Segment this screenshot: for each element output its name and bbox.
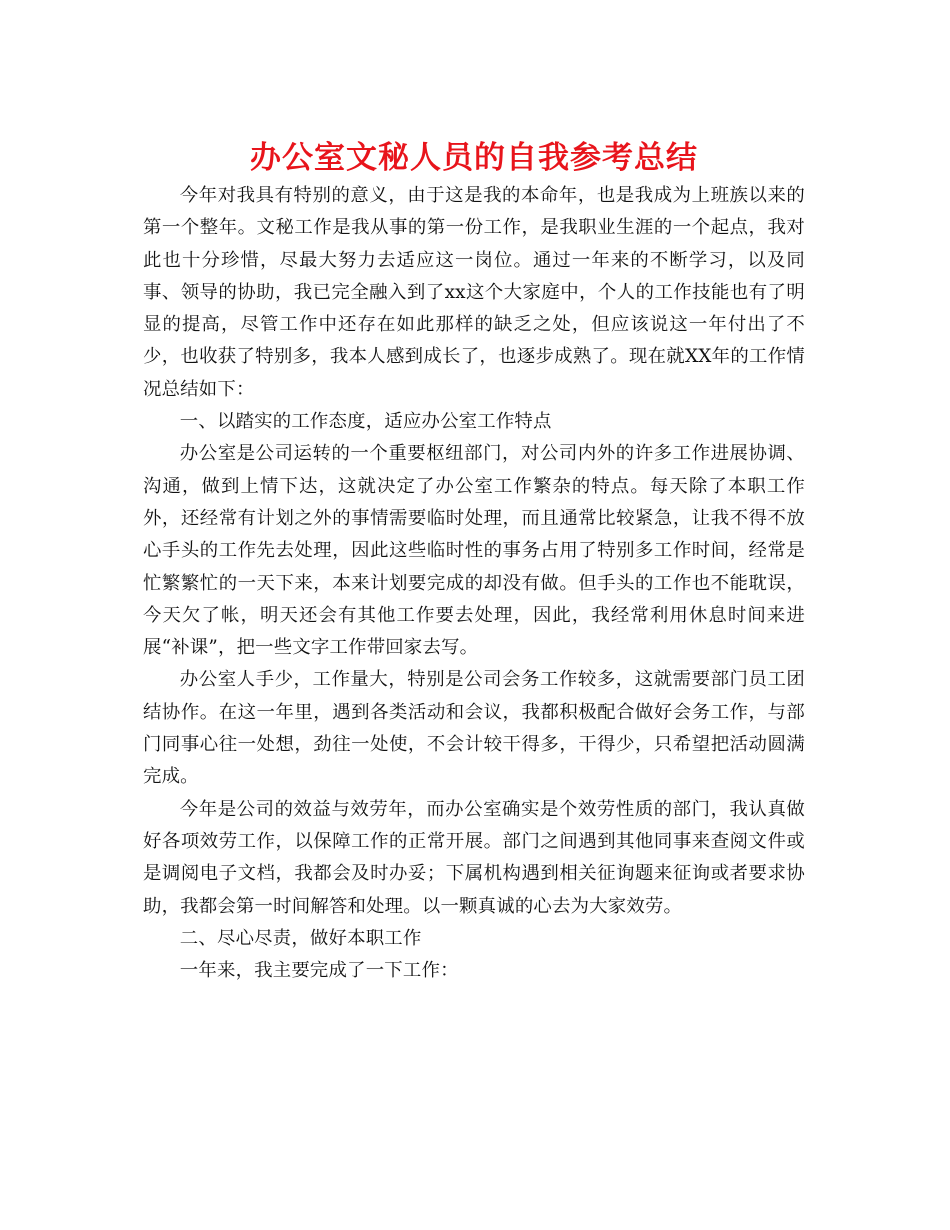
document-title: 办公室文秘人员的自我参考总结 bbox=[250, 140, 698, 176]
section-heading-2: 二、尽心尽责，做好本职工作 bbox=[179, 927, 422, 949]
paragraph-service: 今年是公司的效益与效劳年，而办公室确实是个效劳性质的部门，我认真做好各项效劳工作，以保障工作的正常开展。部门之间遇到其他同事来查阅文件或是调阅电子文档，我都会及时办妥；下属机构遇到相关征询题来征询或者要求协助，我都会第一时间解答和处理。以一颗真诚的心去为大家效劳。 bbox=[143, 798, 805, 917]
paragraph-teamwork: 办公室人手少，工作量大，特别是公司会务工作较多，这就需要部门员工团结协作。在这一年里，遇到各类活动和会议，我都积极配合做好会务工作，与部门同事心往一处想，劲往一处使，不会计较干得多，干得少，只希望把活动圆满完成。 bbox=[143, 669, 805, 788]
paragraph-office-characteristics: 办公室是公司运转的一个重要枢纽部门，对公司内外的许多工作进展协调、沟通，做到上情下达，这就决定了办公室工作繁杂的特点。每天除了本职工作外，还经常有计划之外的事情需要临时处理，而且通常比较紧急，让我不得不放心手头的工作先去处理，因此这些临时性的事务占用了特别多工作时间，经常是忙繁繁忙的一天下来，本来计划要完成的却没有做。但手头的工作也不能耽误，今天欠了帐，明天还会有其他工作要去处理，因此，我经常利用休息时间来进展“补课”，把一些文字工作带回家去写。 bbox=[143, 443, 805, 659]
paragraph-intro: 今年对我具有特别的意义，由于这是我的本命年，也是我成为上班族以来的第一个整年。文秘工作是我从事的第一份工作，是我职业生涯的一个起点，我对此也十分珍惜，尽最大努力去适应这一岗位。通过一年来的不断学习，以及同事、领导的协助，我已完全融入到了xx这个大家庭中，个人的工作技能也有了明显的提高，尽管工作中还存在如此那样的缺乏之处，但应该说这一年付出了不少，也收获了特别多，我本人感到成长了，也逐步成熟了。现在就XX年的工作情况总结如下： bbox=[143, 185, 805, 400]
paragraph-work-list-intro: 一年来，我主要完成了一下工作： bbox=[179, 960, 459, 982]
section-heading-1: 一、以踏实的工作态度，适应办公室工作特点 bbox=[179, 411, 552, 433]
document-content bbox=[143, 136, 805, 987]
document-body bbox=[143, 180, 805, 987]
